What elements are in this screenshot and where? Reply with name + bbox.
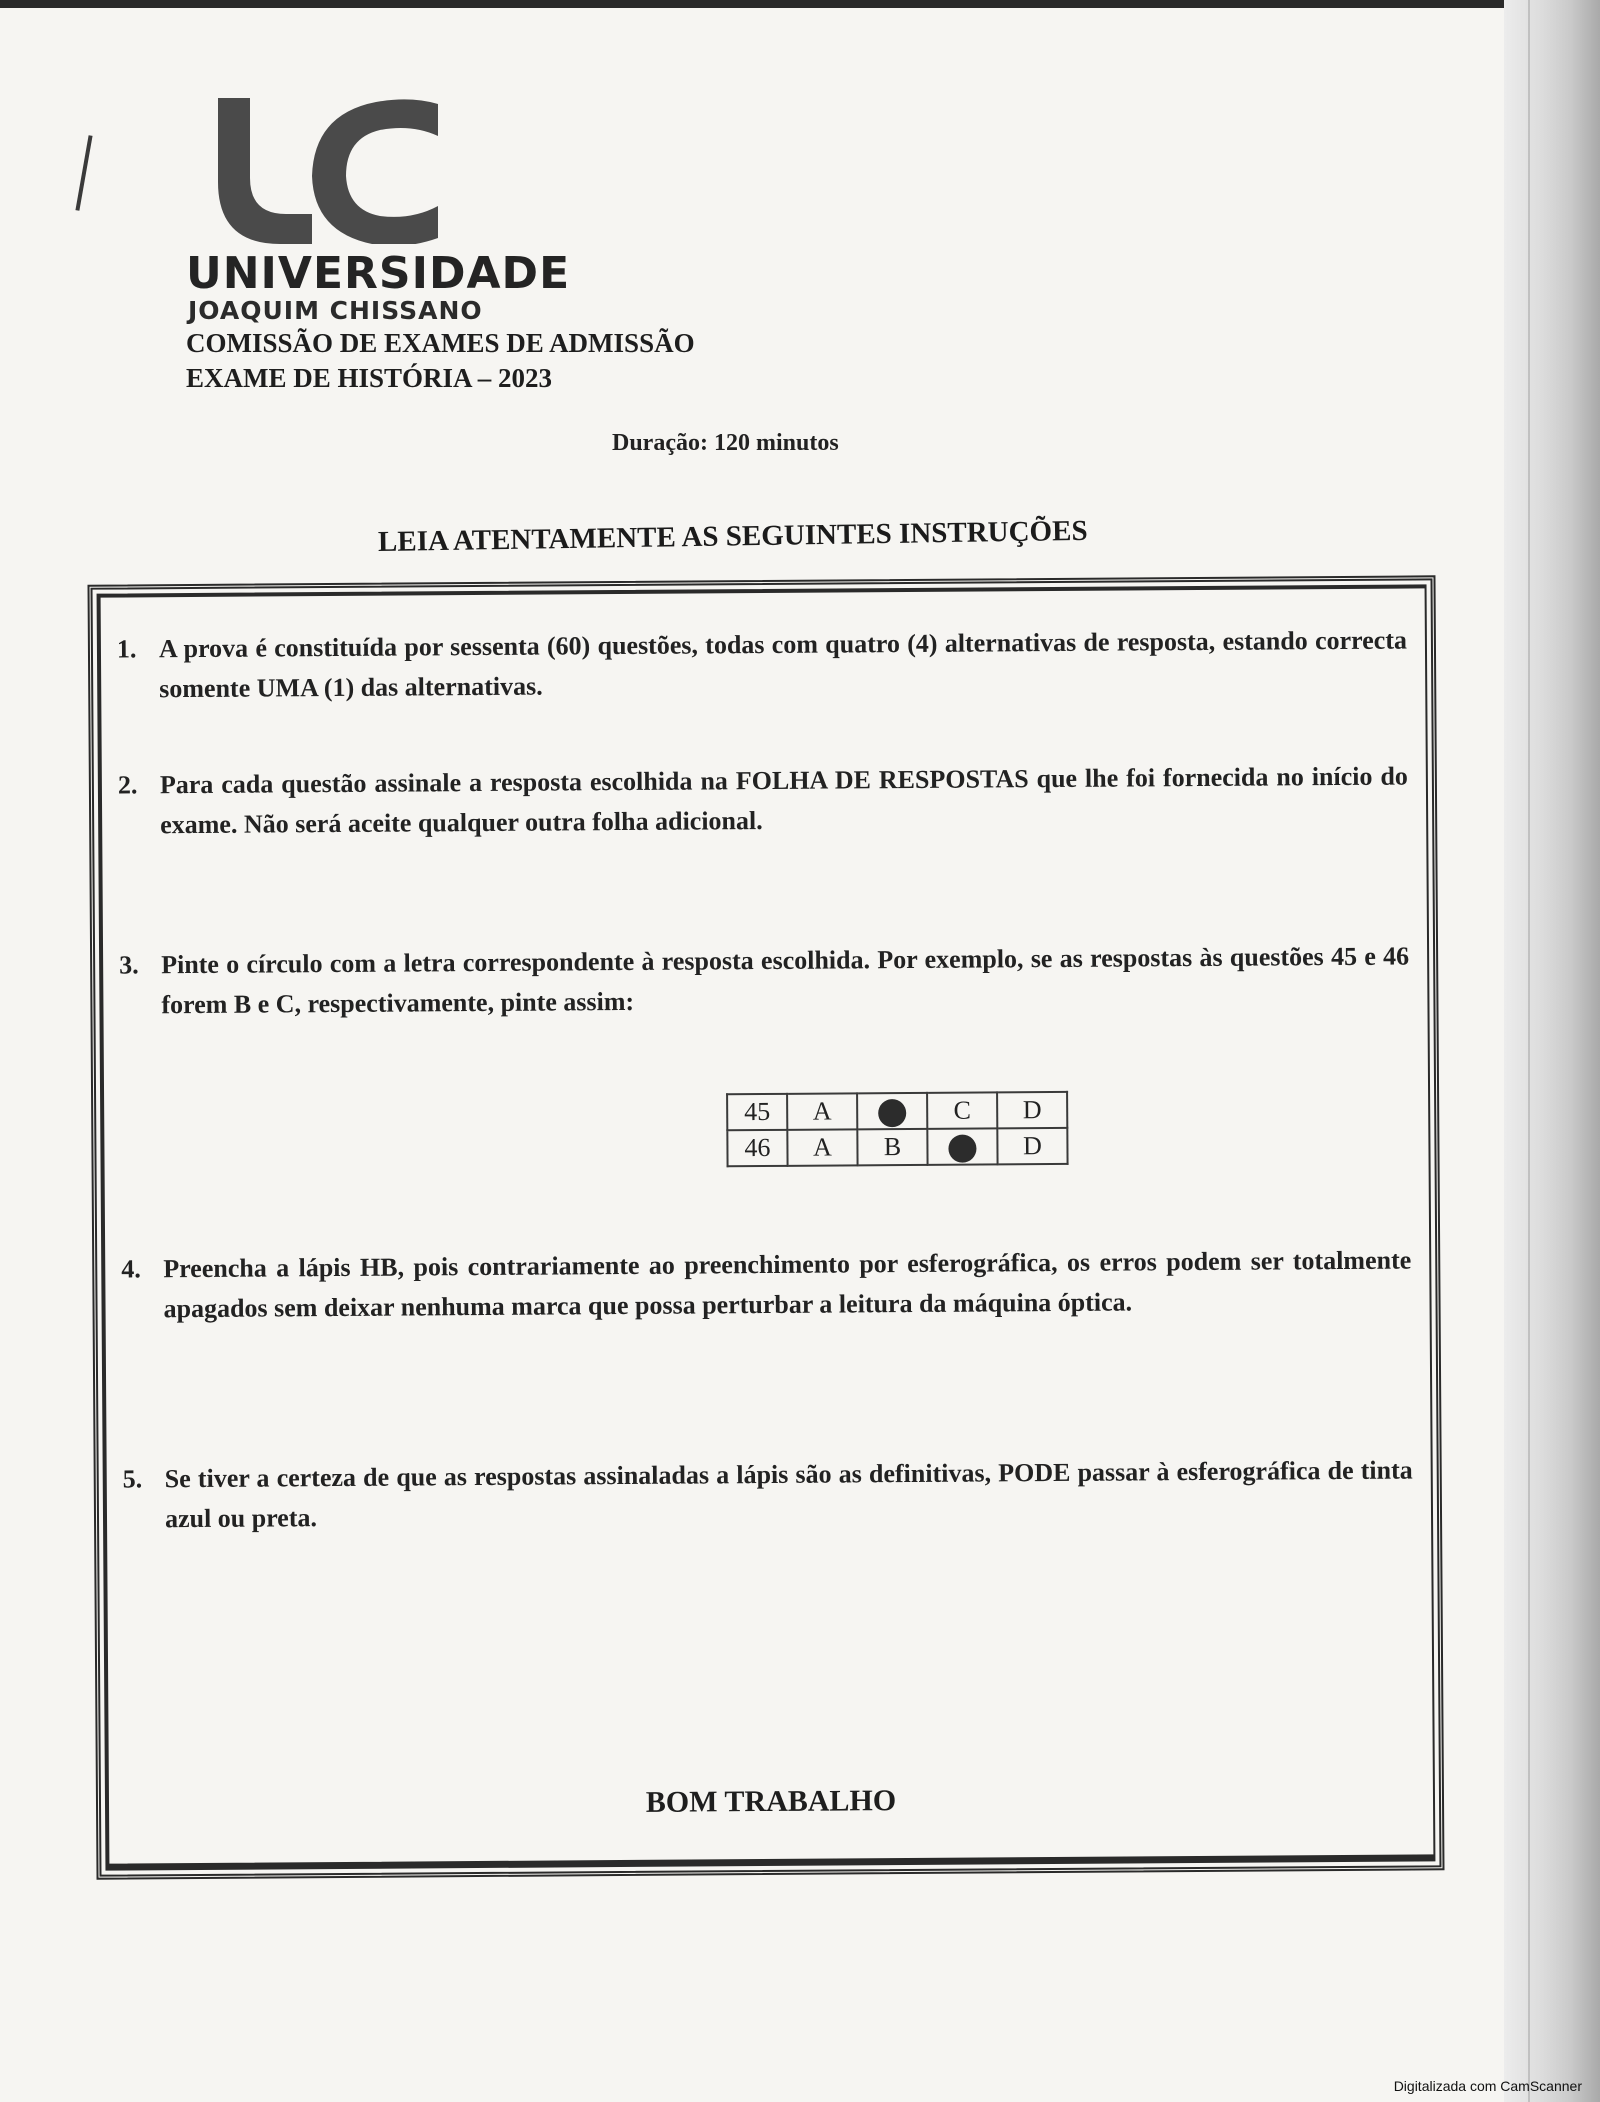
instruction-text: Se tiver a certeza de que as respostas assinaladas a lápis são as definitivas, PODE passar à esferográfica de tinta azul ou preta.: [164, 1455, 1413, 1534]
university-subname: JOAQUIM CHISSANO: [188, 296, 483, 325]
example-option-a: A: [787, 1129, 857, 1165]
page-stack-edge: [1504, 0, 1600, 2102]
example-option-b-filled: [857, 1093, 927, 1129]
example-option-b: B: [857, 1129, 927, 1165]
instruction-number: 2.: [117, 770, 138, 800]
example-row-45: [727, 1092, 1067, 1130]
instruction-text: Preencha a lápis HB, pois contrariamente ao preenchimento por esferográfica, os erros podem ser totalmente apagados sem deixar nenhuma marca que possa perturbar a leitura da máquina óptica.: [163, 1245, 1412, 1324]
example-option-d: D: [997, 1128, 1067, 1164]
instruction-number: 1.: [116, 634, 137, 664]
example-question-number: 45: [727, 1094, 787, 1130]
instruction-text: A prova é constituída por sessenta (60) questões, todas com quatro (4) alternativas de resposta, estando correcta somente UMA (1) das alternativas.: [158, 625, 1408, 704]
example-row-46: [727, 1128, 1067, 1166]
uc-logo-u: [218, 98, 312, 244]
instruction-number: 4.: [121, 1254, 141, 1284]
example-option-d: D: [997, 1092, 1067, 1128]
instruction-text: Para cada questão assinale a resposta escolhida na FOLHA DE RESPOSTAS que lhe foi fornecida no início do exame. Não será aceite qualquer outra folha adicional.: [159, 761, 1408, 840]
page-top-edge: [0, 0, 1600, 8]
uc-logo: [208, 98, 448, 244]
filled-circle-icon: [878, 1099, 906, 1127]
exam-heading: EXAME DE HISTÓRIA – 2023: [186, 363, 553, 393]
exam-duration: Duração: 120 minutos: [612, 430, 839, 456]
filled-circle-icon: [948, 1134, 976, 1162]
instructions-frame-inner: [97, 584, 1436, 1870]
scanner-watermark: Digitalizada com CamScanner: [1393, 2078, 1582, 2094]
page-stack-shadow: [1528, 0, 1530, 2102]
instruction-text: Pinte o círculo com a letra correspondente à resposta escolhida. Por exemplo, se as respostas às questões 45 e 46 forem B e C, respectivamente, pinte assim:: [161, 941, 1410, 1020]
example-option-a: A: [787, 1093, 857, 1129]
uc-logo-c: [312, 99, 438, 244]
closing-message: BOM TRABALHO: [645, 1784, 897, 1819]
instruction-number: 3.: [119, 950, 139, 980]
uc-logo-mark: [218, 98, 438, 244]
instruction-item-5: [123, 1450, 1414, 1540]
stray-pen-mark: [75, 135, 92, 211]
instruction-number: 5.: [122, 1464, 143, 1494]
instructions-frame: [87, 575, 1444, 1879]
commission-heading: COMISSÃO DE EXAMES DE ADMISSÃO: [186, 328, 695, 358]
instructions-title: LEIA ATENTAMENTE AS SEGUINTES INSTRUÇÕES: [377, 514, 1088, 558]
example-question-number: 46: [727, 1130, 787, 1166]
instruction-item-2: [118, 757, 1409, 847]
instruction-item-4: [121, 1240, 1412, 1330]
instruction-item-1: [117, 621, 1408, 711]
instruction-item-3: [119, 937, 1410, 1027]
university-name: UNIVERSIDADE: [186, 248, 571, 299]
example-option-c: C: [927, 1092, 997, 1128]
example-answer-table: [726, 1091, 1069, 1167]
example-option-c-filled: [927, 1128, 997, 1164]
